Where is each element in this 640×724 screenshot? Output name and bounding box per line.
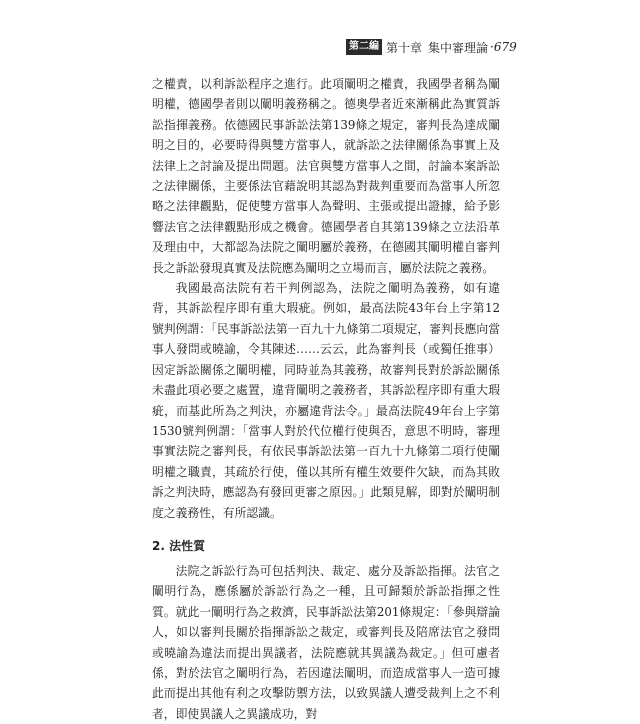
header-separator: · bbox=[490, 40, 494, 54]
chapter-label: 第十章 bbox=[386, 40, 423, 55]
chapter-title: 集中審理論 bbox=[428, 40, 489, 55]
paragraph-3: 法院之訴訟行為可包括判決、裁定、處分及訴訟指揮。法官之闡明行為，應係屬於訴訟行為之一種，且可歸類於訴訟指揮之性質。就此一闡明行為之救濟，民事訴訟法第201條規定：「參與辯論人，如以審判長關於指揮訴訟之裁定，或審判長及陪席法官之發問或曉諭為違法而提出異議者，法院應就其異議為裁定。」但可慮者係，對於法官之闡明行為，若因違法闡明，而造成當事人一造可據此而提出其他有利之攻擊防禦方法，以致異議人遭受裁判上之不利者，即使異議人之異議成功，對 bbox=[152, 563, 500, 721]
paragraph-1: 之權責，以利訴訟程序之進行。此項闡明之權責，我國學者稱為闡明權，德國學者則以闡明義務稱之。德奧學者近來漸稱此為實質訴訟指揮義務。依德國民事訴訟法第139條之規定，審判長為達成闡明之目的，必要時得與雙方當事人，就訴訟之法律關係為事實上及法律上之討論及提出問題。法官與雙方當事人之間，討論本案訴訟之法律關係，主要係法官藉說明其認為對裁判重要而為當事人所忽略之法律觀點，促使雙方當事人為聲明、主張或提出證據，給予影響法官之法律觀點形成之機會。德國學者自其第139條之立法沿革及理由中，大都認為法院之闡明屬於義務，在德國其闡明權自審判長之訴訟發現真實及法院應為闡明之立場而言，屬於法院之義務。 bbox=[152, 77, 500, 275]
paragraph-2: 我國最高法院有若干判例認為，法院之闡明為義務，如有違背，其訴訟程序即有重大瑕疵。例如，最高法院43年台上字第12號判例謂：「民事訴訟法第一百九十九條第二項規定，審判長應向當事人發問或曉諭，令其陳述……云云，此為審判長（或獨任推事）因定訴訟關係之闡明權，同時並為其義務，故審判長對於訴訟關係未盡此項必要之處置，違背闡明之義務者，其訴訟程序即有重大瑕疵，而基此所為之判決，亦屬違背法令。」最高法院49年台上字第1530號判例謂：「當事人對於代位權行使與否，意思不明時，審理事實法院之審判長，有依民事訴訟法第一百九十九條第二項行使闡明權之職責，其疏於行使，僅以其所有權生效要件欠缺，而為其敗訴之判決時，應認為有發回更審之原因。」此類見解，即對於闡明制度之義務性，有所認識。 bbox=[152, 281, 501, 520]
section-heading: 2. 法性質 bbox=[152, 538, 206, 553]
page-number: 679 bbox=[493, 40, 517, 54]
running-header bbox=[346, 38, 517, 56]
body-text bbox=[152, 74, 500, 724]
part-badge: 第二編 bbox=[346, 39, 382, 55]
